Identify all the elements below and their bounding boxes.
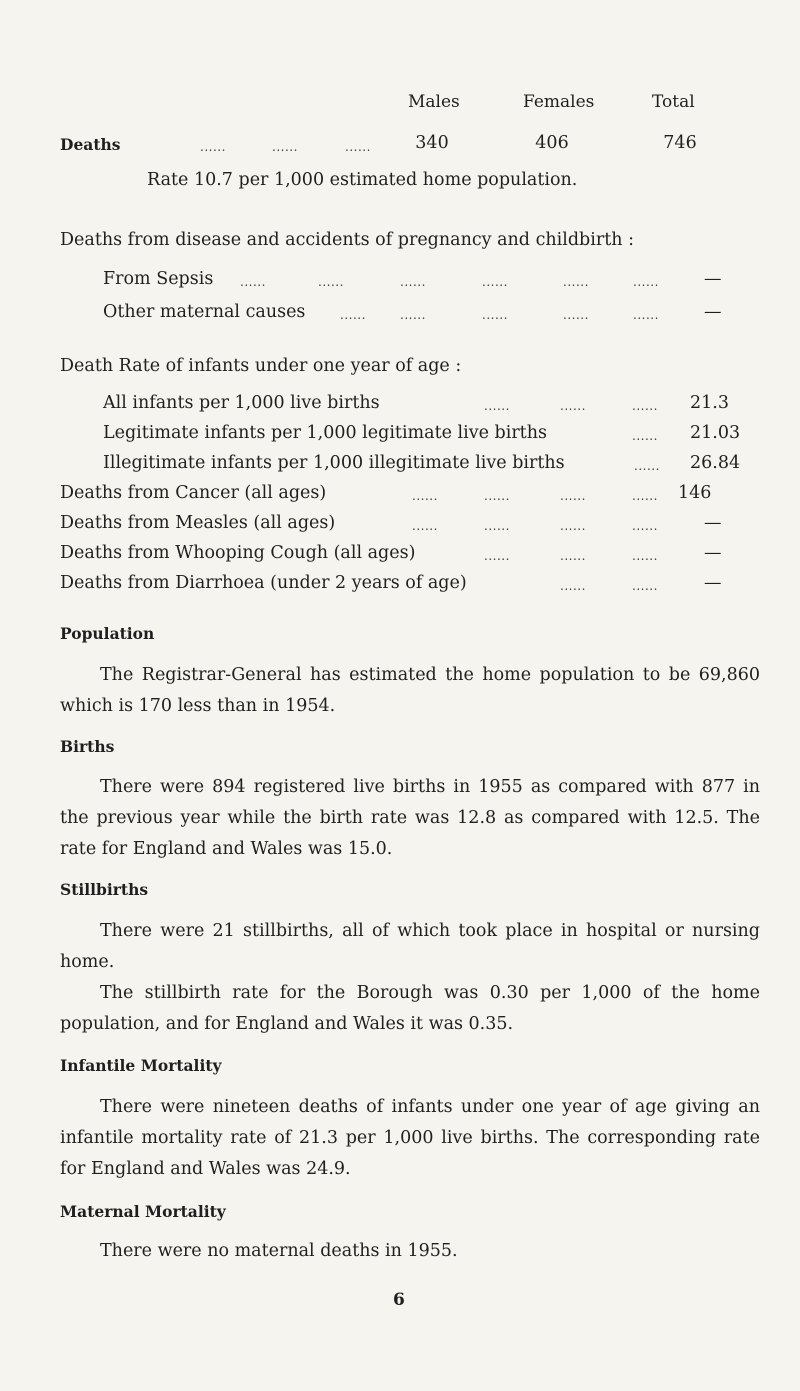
- dot-leader: ......: [560, 399, 586, 413]
- dot-leader: ......: [632, 429, 658, 443]
- dot-leader: ......: [634, 459, 660, 473]
- dot-leader: ......: [560, 489, 586, 503]
- section-heading-infantile-mortality: Infantile Mortality: [60, 1056, 222, 1075]
- pregnancy-item-label: Other maternal causes: [103, 302, 306, 322]
- dot-leader: ......: [340, 308, 366, 322]
- section-heading-births: Births: [60, 737, 115, 756]
- dot-leader: ......: [412, 489, 438, 503]
- maternal-mortality-paragraph: There were no maternal deaths in 1955.: [100, 1241, 458, 1261]
- dot-leader: ......: [400, 275, 426, 289]
- header-total: Total: [652, 92, 695, 112]
- infant-rate-value: 21.3: [690, 393, 729, 413]
- dot-leader: ......: [560, 579, 586, 593]
- dot-leader: ......: [633, 308, 659, 322]
- infant-rate-label: Illegitimate infants per 1,000 illegitimate live births: [103, 453, 565, 473]
- dot-leader: ......: [484, 549, 510, 563]
- dot-leader: ......: [482, 275, 508, 289]
- infants-heading: Death Rate of infants under one year of age :: [60, 356, 462, 376]
- deaths-males: 340: [415, 133, 449, 153]
- dot-leader: ......: [632, 549, 658, 563]
- pregnancy-item-value: —: [704, 302, 722, 322]
- pregnancy-item-label: From Sepsis: [103, 269, 214, 289]
- dot-leader: ......: [200, 140, 226, 154]
- pregnancy-item-value: —: [704, 269, 722, 289]
- dot-leader: ......: [484, 399, 510, 413]
- stillbirths-paragraph: There were 21 stillbirths, all of which took place in hospital or nursing home.: [60, 921, 760, 972]
- dot-leader: ......: [632, 489, 658, 503]
- cause-value: —: [704, 513, 722, 533]
- dot-leader: ......: [318, 275, 344, 289]
- cause-value: —: [704, 543, 722, 563]
- cause-label: Deaths from Cancer (all ages): [60, 483, 327, 503]
- deaths-females: 406: [535, 133, 569, 153]
- dot-leader: ......: [563, 275, 589, 289]
- dot-leader: ......: [272, 140, 298, 154]
- cause-value: 146: [678, 483, 712, 503]
- dot-leader: ......: [482, 308, 508, 322]
- infant-rate-label: All infants per 1,000 live births: [103, 393, 380, 413]
- dot-leader: ......: [400, 308, 426, 322]
- header-females: Females: [523, 92, 595, 112]
- population-paragraph: The Registrar-General has estimated the home population to be 69,860 which is 170 less than in 1954.: [60, 665, 760, 716]
- cause-label: Deaths from Measles (all ages): [60, 513, 336, 533]
- infant-rate-label: Legitimate infants per 1,000 legitimate live births: [103, 423, 547, 443]
- infant-rate-value: 26.84: [690, 453, 741, 473]
- dot-leader: ......: [632, 399, 658, 413]
- dot-leader: ......: [484, 489, 510, 503]
- dot-leader: ......: [560, 549, 586, 563]
- section-heading-stillbirths: Stillbirths: [60, 880, 149, 899]
- deaths-total: 746: [663, 133, 697, 153]
- cause-value: —: [704, 573, 722, 593]
- section-heading-population: Population: [60, 624, 155, 643]
- dot-leader: ......: [632, 579, 658, 593]
- dot-leader: ......: [560, 519, 586, 533]
- cause-label: Deaths from Whooping Cough (all ages): [60, 543, 416, 563]
- infantile-mortality-paragraph: There were nineteen deaths of infants under one year of age giving an infantile mortality rate of 21.3 per 1,000 live births. The corresponding rate for England and Wales was 24.9.: [60, 1097, 760, 1179]
- dot-leader: ......: [345, 140, 371, 154]
- births-paragraph: There were 894 registered live births in 1955 as compared with 877 in the previous year while the birth rate was 12.8 as compared with 12.5. The rate for England and Wales was 15.0.: [60, 777, 760, 859]
- dot-leader: ......: [563, 308, 589, 322]
- page-number: 6: [393, 1290, 405, 1310]
- pregnancy-heading: Deaths from disease and accidents of pregnancy and childbirth :: [60, 230, 634, 250]
- dot-leader: ......: [484, 519, 510, 533]
- deaths-label: Deaths: [60, 135, 121, 154]
- stillbirths-rate-paragraph: The stillbirth rate for the Borough was 0.30 per 1,000 of the home population, and for England and Wales it was 0.35.: [60, 983, 760, 1034]
- dot-leader: ......: [633, 275, 659, 289]
- infant-rate-value: 21.03: [690, 423, 741, 443]
- cause-label: Deaths from Diarrhoea (under 2 years of age): [60, 573, 467, 593]
- header-males: Males: [408, 92, 460, 112]
- rate-text: Rate 10.7 per 1,000 estimated home population.: [147, 170, 578, 190]
- dot-leader: ......: [240, 275, 266, 289]
- dot-leader: ......: [632, 519, 658, 533]
- dot-leader: ......: [412, 519, 438, 533]
- section-heading-maternal-mortality: Maternal Mortality: [60, 1202, 226, 1221]
